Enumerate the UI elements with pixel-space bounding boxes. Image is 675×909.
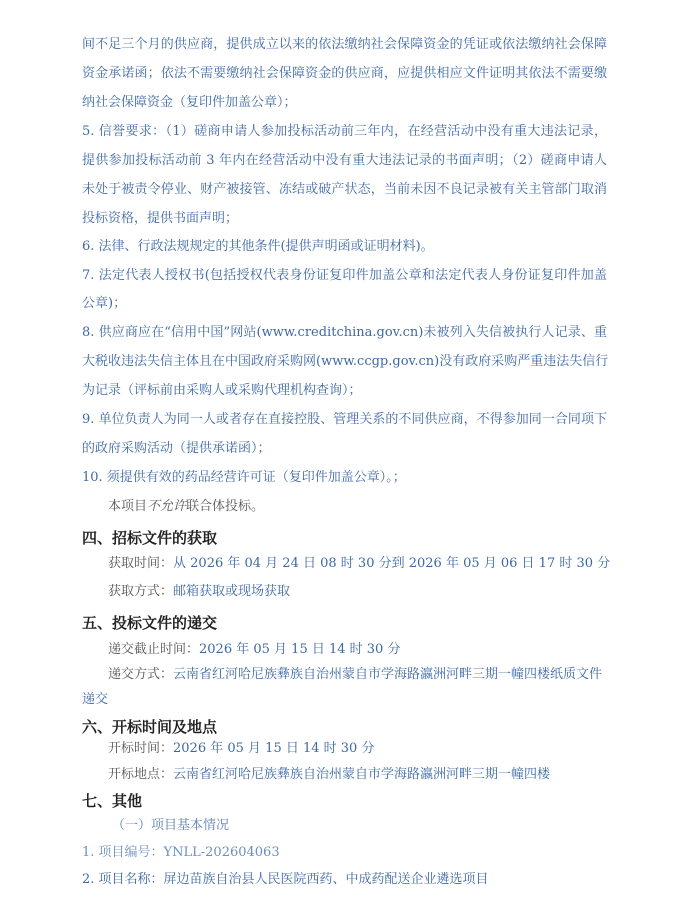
field-value: 云南省红河哈尼族彝族自治州蒙自市学海路瀛洲河畔三期一幢四楼 bbox=[173, 767, 551, 782]
field-row bbox=[108, 667, 607, 683]
text: 本项目 bbox=[108, 499, 148, 514]
field-value: 从 2026 年 04 月 24 日 08 时 30 分到 2026 年 05 月 06 日 17 时 30 分 bbox=[173, 556, 611, 571]
field-row bbox=[108, 584, 607, 600]
field-value: 云南省红河哈尼族彝族自治州蒙自市学海路瀛洲河畔三期一幢四楼纸质文件 bbox=[173, 667, 603, 682]
text-line: 7. 法定代表人授权书(包括授权代表身份证复印件加盖公章和法定代表人身份证复印件加盖 bbox=[82, 268, 607, 283]
text-line: 资金承诺函；依法不需要缴纳社会保障资金的供应商，应提供相应文件证明其依法不需要缴 bbox=[82, 66, 607, 81]
section-heading: 七、其他 bbox=[82, 792, 143, 810]
text-line: 8. 供应商应在“信用中国”网站(www.creditchina.gov.cn)未被列入失信被执行人记录、重 bbox=[82, 325, 607, 340]
field-label: 递交方式： bbox=[108, 667, 174, 682]
field-value: 屏边苗族自治县人民医院西药、中成药配送企业遴选项目 bbox=[163, 872, 489, 887]
field-row bbox=[82, 872, 607, 888]
field-value: 邮箱获取或现场获取 bbox=[173, 584, 291, 599]
text-line: 提供参加投标活动前 3 年内在经营活动中没有重大违法记录的书面声明；（2）磋商申请人 bbox=[82, 153, 607, 168]
text-line: 间不足三个月的供应商，提供成立以来的依法缴纳社会保障资金的凭证或依法缴纳社会保障 bbox=[82, 37, 607, 52]
section-heading: 六、开标时间及地点 bbox=[82, 718, 218, 736]
text-line: 公章)； bbox=[82, 296, 127, 311]
field-label: 1. 项目编号： bbox=[82, 845, 164, 860]
text-line: 未处于被责令停业、财产被接管、冻结或破产状态，当前未因不良记录被有关主管部门取消 bbox=[82, 182, 607, 197]
text: 联合体投标。 bbox=[186, 499, 265, 514]
field-label: 获取方式： bbox=[108, 584, 174, 599]
text-line: 为记录（评标前由采购人或采购代理机构查询）； bbox=[82, 383, 362, 398]
text-line: 的政府采购活动（提供承诺函）； bbox=[82, 441, 271, 456]
field-value: YNLL-202604063 bbox=[163, 845, 280, 860]
field-row bbox=[108, 556, 611, 572]
subheading: （一）项目基本情况 bbox=[112, 818, 230, 833]
section-heading: 四、招标文件的获取 bbox=[82, 529, 218, 547]
field-row bbox=[108, 741, 607, 757]
field-value: 2026 年 05 月 15 日 14 时 30 分 bbox=[199, 642, 401, 657]
text-line: 投标资格，提供书面声明； bbox=[82, 211, 239, 226]
consortium-note bbox=[108, 499, 607, 515]
field-label: 2. 项目名称： bbox=[82, 872, 164, 887]
text-line: 10. 须提供有效的药品经营许可证（复印件加盖公章）。； bbox=[82, 470, 406, 485]
section-heading: 五、投标文件的递交 bbox=[82, 614, 218, 632]
field-label: 开标地点： bbox=[108, 767, 174, 782]
field-label: 获取时间： bbox=[108, 556, 174, 571]
text-line: 大税收违法失信主体且在中国政府采购网(www.ccgp.gov.cn)没有政府采购严重违法失信行 bbox=[82, 354, 609, 369]
field-label: 递交截止时间： bbox=[108, 642, 200, 657]
field-label: 开标时间： bbox=[108, 741, 174, 756]
text-line: 纳社会保障资金（复印件加盖公章）； bbox=[82, 95, 297, 110]
text-line: 6. 法律、行政法规规定的其他条件(提供声明函或证明材料)。 bbox=[82, 239, 434, 254]
text: 不允许 bbox=[147, 499, 187, 514]
text-line: 5. 信誉要求：（1）磋商申请人参加投标活动前三年内，在经营活动中没有重大违法记录， bbox=[82, 124, 607, 139]
text-line: 递交 bbox=[82, 692, 109, 707]
field-row bbox=[108, 767, 607, 783]
field-value: 2026 年 05 月 15 日 14 时 30 分 bbox=[173, 741, 375, 756]
field-row bbox=[82, 845, 607, 861]
field-row bbox=[108, 642, 607, 658]
text-line: 9. 单位负责人为同一人或者存在直接控股、管理关系的不同供应商，不得参加同一合同项下 bbox=[82, 412, 607, 427]
